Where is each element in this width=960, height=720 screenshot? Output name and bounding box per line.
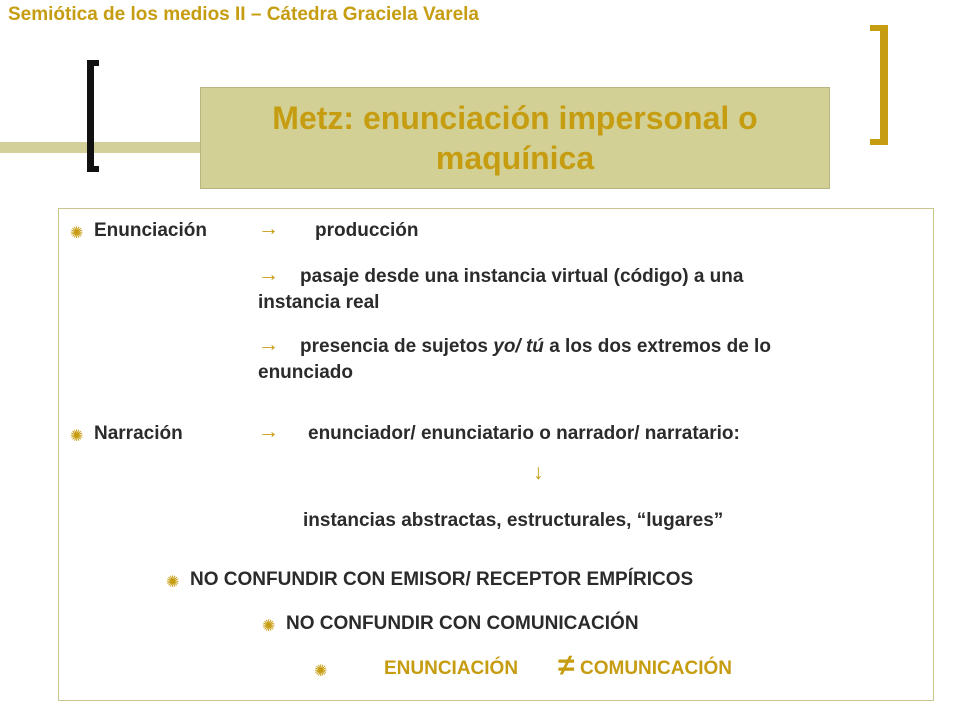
enunciacion-line1: producción — [315, 220, 419, 241]
arrow-icon: → — [258, 263, 279, 286]
down-arrow-icon: ↓ — [533, 461, 544, 484]
enunciacion-line3b: enunciado — [258, 362, 354, 383]
note-comunicacion-right: COMUNICACIÓN — [580, 658, 732, 679]
enunciacion-label: Enunciación — [94, 220, 207, 241]
bullet-icon: ✺ — [262, 618, 276, 635]
note-emisor-receptor: NO CONFUNDIR CON EMISOR/ RECEPTOR EMPÍRICOS — [190, 569, 694, 590]
left-bracket-decoration — [87, 60, 99, 172]
decorative-bar — [0, 142, 205, 153]
line3-emphasis: yo/ tú — [493, 336, 544, 357]
enunciacion-line3 — [300, 334, 771, 359]
arrow-icon: → — [258, 420, 279, 443]
bullet-icon: ✺ — [70, 225, 84, 242]
note-comunicacion: NO CONFUNDIR CON COMUNICACIÓN — [286, 613, 639, 634]
slide-title: Metz: enunciación impersonal o maquínica — [272, 100, 758, 176]
line3-pre: presencia de sujetos — [300, 336, 494, 357]
enunciacion-line2b: instancia real — [258, 292, 380, 313]
bullet-icon: ✺ — [314, 663, 328, 680]
title-box — [200, 87, 830, 189]
narracion-line1: enunciador/ enunciatario o narrador/ narratario: — [308, 423, 740, 444]
arrow-icon: → — [258, 333, 279, 356]
not-equal-icon: ≠ — [558, 649, 575, 682]
bullet-icon: ✺ — [166, 574, 180, 591]
narracion-line2: instancias abstractas, estructurales, “lugares” — [303, 510, 724, 531]
arrow-icon: → — [258, 217, 279, 240]
note-enunciacion: ENUNCIACIÓN — [384, 658, 519, 679]
narracion-label: Narración — [94, 423, 183, 444]
header-text: Semiótica de los medios II – Cátedra Graciela Varela — [8, 4, 480, 25]
right-bracket-decoration — [870, 25, 888, 145]
enunciacion-line2a: pasaje desde una instancia virtual (código) a una — [300, 266, 744, 287]
line3-post: a los dos extremos de lo — [543, 336, 771, 357]
bullet-icon: ✺ — [70, 428, 84, 445]
